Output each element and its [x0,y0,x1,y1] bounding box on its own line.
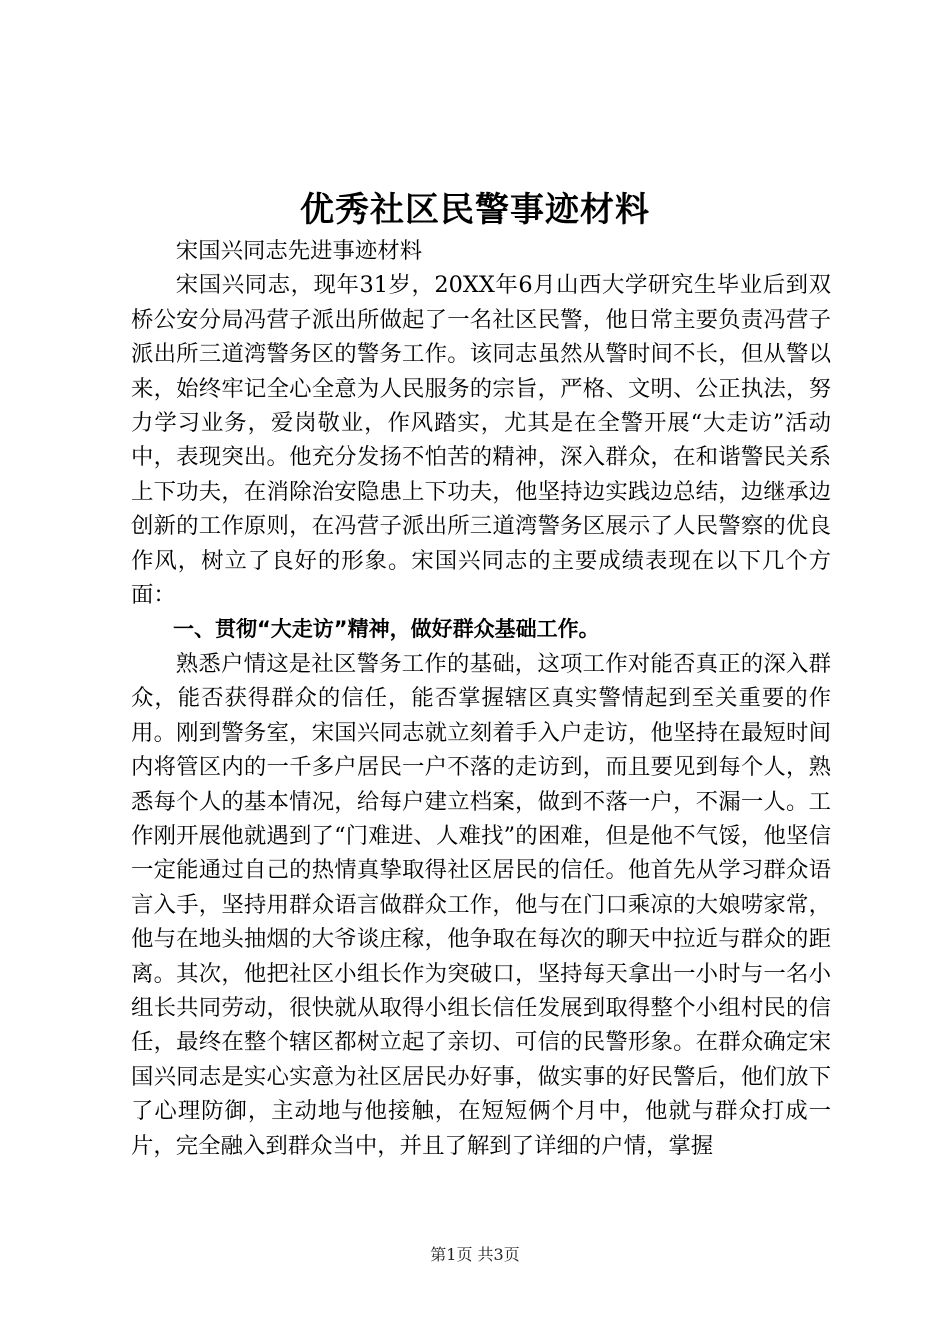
section-paragraph: 熟悉户情这是社区警务工作的基础，这项工作对能否真正的深入群众，能否获得群众的信任，能否掌握辖区真实警情起到至关重要的作用。刚到警务室，宋国兴同志就立刻着手入户走访，他坚持在最短时间内将管区内的一千多户居民一户不落的走访到，而且要见到每个人，熟悉每个人的基本情况，给每户建立档案，做到不落一户，不漏一人。工作刚开展他就遇到了“门难进、人难找”的困难，但是他不气馁，他坚信一定能通过自己的热情真挚取得社区居民的信任。他首先从学习群众语言入手，坚持用群众语言做群众工作，他与在门口乘凉的大娘唠家常，他与在地头抽烟的大爷谈庄稼，他争取在每次的聊天中拉近与群众的距离。其次，他把社区小组长作为突破口，坚持每天拿出一小时与一名小组长共同劳动，很快就从取得小组长信任发展到取得整个小组村民的信任，最终在整个辖区都树立起了亲切、可信的民警形象。在群众确定宋国兴同志是实心实意为社区居民办好事，做实事的好民警后，他们放下了心理防御，主动地与他接触，在短短俩个月中，他就与群众打成一片，完全融入到群众当中，并且了解到了详细的户情，掌握 [131,650,831,1159]
intro-paragraph: 宋国兴同志，现年31岁，20XX年6月山西大学研究生毕业后到双桥公安分局冯营子派出所做起了一名社区民警，他日常主要负责冯营子派出所三道湾警务区的警务工作。该同志虽然从警时间不长，但从警以来，始终牢记全心全意为人民服务的宗旨，严格、文明、公正执法，努力学习业务，爱岗敬业，作风踏实，尤其是在全警开展“大走访”活动中，表现突出。他充分发扬不怕苦的精神，深入群众，在和谐警民关系上下功夫，在消除治安隐患上下功夫，他坚持边实践边总结，边继承边创新的工作原则，在冯营子派出所三道湾警务区展示了人民警察的优良作风，树立了良好的形象。宋国兴同志的主要成绩表现在以下几个方面： [131,272,831,609]
page-number-footer: 第1页 共3页 [430,1245,520,1264]
document-title: 优秀社区民警事迹材料 [300,190,650,230]
document-body [131,234,831,1163]
section-heading: 一、贯彻“大走访”精神，做好群众基础工作。 [173,617,600,642]
document-subtitle: 宋国兴同志先进事迹材料 [175,238,423,264]
